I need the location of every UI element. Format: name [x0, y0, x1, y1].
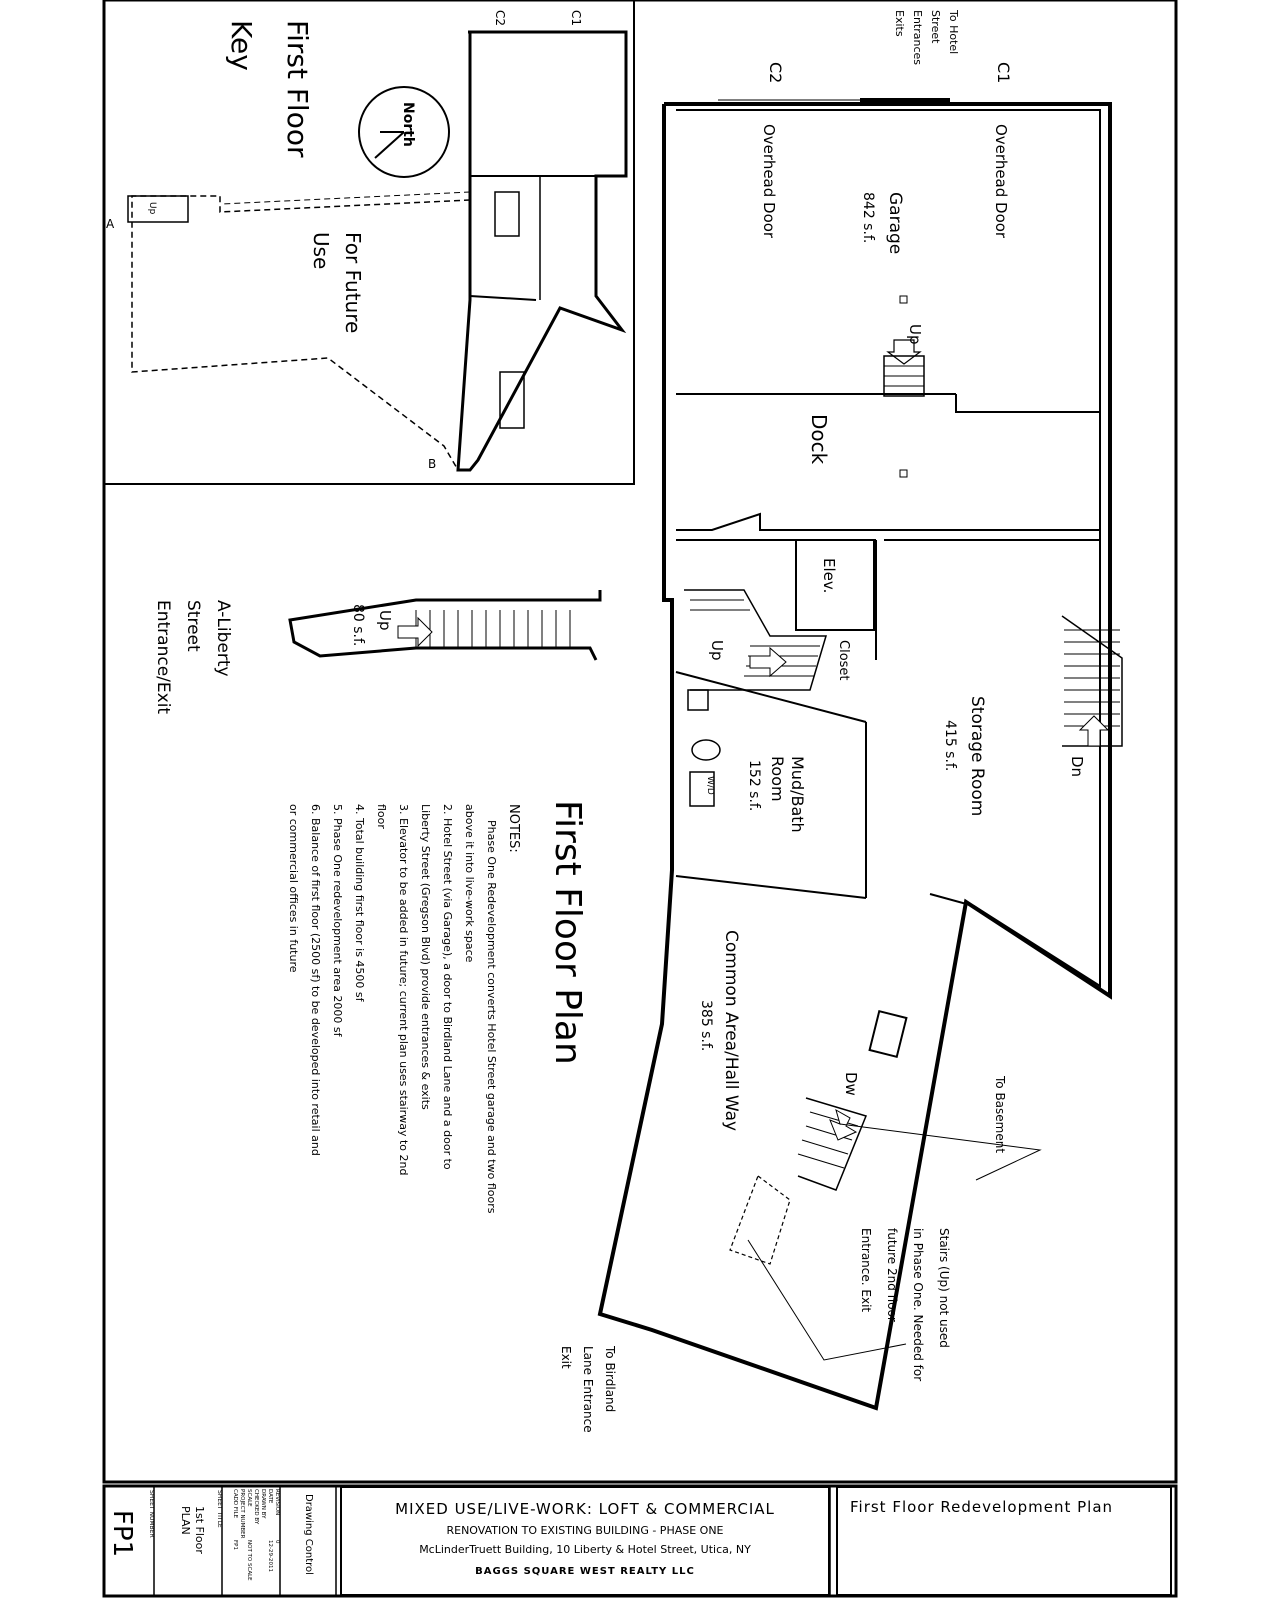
- note-line: 2. Hotel Street (via Garage), a door to Birdland Lane and a door to: [441, 804, 454, 1170]
- control-row: DRAWN BY: [260, 1489, 266, 1519]
- column-marker: [900, 470, 907, 477]
- control-row: CADD FILE: [232, 1489, 238, 1519]
- key-wall: [470, 296, 536, 300]
- key-title: First Floor: [281, 20, 314, 158]
- note-line: above it into live-work space: [463, 804, 476, 963]
- hotel-note-line: Exits: [893, 10, 906, 37]
- plan-column-c1: C1: [994, 62, 1013, 84]
- key-plan-frame: [104, 0, 634, 484]
- sheet-title-2: PLAN: [179, 1506, 192, 1535]
- note-line: floor: [375, 804, 388, 829]
- north-arrow-needle: [375, 132, 404, 158]
- control-row: PROJECT NUMBER: [239, 1489, 245, 1539]
- overhead-door-c2-label: Overhead Door: [760, 124, 778, 239]
- notes-heading: NOTES:: [506, 804, 521, 853]
- note-line: 6. Balance of first floor (2500 sf) to be developed into retail and: [309, 804, 322, 1156]
- control-value: 0: [274, 1540, 280, 1544]
- title-block-plan-title: [836, 1486, 1172, 1596]
- plan-column-c2: C2: [766, 62, 785, 84]
- drawing-control-label: Drawing Control: [303, 1494, 314, 1575]
- entrance-label: [153, 600, 233, 714]
- room-storage-area: 415 s.f.: [942, 720, 958, 772]
- garage-stair: [884, 340, 924, 396]
- key-future-outline: [222, 192, 470, 204]
- project-line-3: McLinderTruett Building, 10 Liberty & Hotel Street, Utica, NY: [419, 1543, 751, 1556]
- stairs-note-line: future 2nd floor: [885, 1228, 899, 1322]
- room-garage-area: 842 s.f.: [860, 192, 876, 244]
- note-line: Phase One Redevelopment converts Hotel Street garage and two floors: [485, 820, 498, 1214]
- main-stair-up-label: Up: [708, 640, 726, 661]
- drawing-control-table: [232, 1489, 280, 1581]
- overhead-door-c1-label: Overhead Door: [992, 124, 1010, 239]
- dock-wall: [676, 514, 1100, 530]
- note-line: Liberty Street (Gregson Blvd) provide entrances & exits: [419, 804, 432, 1110]
- sheet-title-1: 1st Floor: [193, 1506, 206, 1554]
- entrance-area: 80 s.f.: [350, 604, 366, 647]
- key-marker-b: B: [428, 457, 437, 471]
- project-line-1: MIXED USE/LIVE-WORK: LOFT & COMMERCIAL: [395, 1500, 775, 1518]
- note-line: 5. Phase One redevelopment area 2000 sf: [331, 804, 344, 1037]
- note-line: or commercial offices in future: [287, 804, 300, 973]
- unused-stair: [730, 1176, 790, 1264]
- to-basement-note: To Basement: [993, 1076, 1007, 1154]
- key-plan: [104, 0, 634, 484]
- birdland-note-line: Exit: [559, 1346, 573, 1369]
- liberty-entrance-stair: [290, 590, 600, 660]
- hotel-street-note: [893, 9, 960, 65]
- garage-dock-wall: [956, 394, 1100, 412]
- control-row: REVISION: [274, 1489, 280, 1516]
- plan-title: First Floor Redevelopment Plan: [850, 1498, 1114, 1516]
- room-garage: Garage: [885, 192, 905, 255]
- control-row: DATE: [267, 1489, 273, 1504]
- storage-dn-label: Dn: [1068, 756, 1086, 778]
- key-stair: [495, 192, 519, 236]
- key-entrance-stair: [128, 196, 188, 222]
- key-building-outline: [458, 32, 626, 470]
- basement-stair: [798, 1098, 866, 1190]
- key-marker-a: A: [106, 217, 115, 231]
- stairs-note-line: Stairs (Up) not used: [937, 1228, 951, 1348]
- main-floor-plan: [153, 9, 1122, 1433]
- exterior-wall: [600, 104, 1110, 1408]
- column-marker: [900, 296, 907, 303]
- title-block-project: [340, 1486, 830, 1596]
- key-future-outline: [132, 196, 470, 470]
- key-up: Up: [147, 202, 157, 215]
- note-line: 3. Elevator to be added in future; current plan uses stairway to 2nd: [397, 804, 410, 1176]
- control-value: 12-29-2011: [267, 1540, 273, 1572]
- washer-dryer-label: W/D: [705, 776, 715, 795]
- north-label: North: [400, 102, 416, 147]
- main-stair: [684, 590, 826, 690]
- sheet-number-label: SHEET NUMBER: [148, 1490, 155, 1538]
- stairs-note-line: in Phase One. Needed for: [911, 1228, 925, 1382]
- control-row: SCALE: [246, 1489, 252, 1507]
- birdland-note-line: To Birdland: [603, 1346, 617, 1413]
- room-dock: Dock: [807, 414, 831, 465]
- entrance-up-label: Up: [376, 610, 394, 631]
- room-mud-bath-2: Room: [768, 756, 787, 802]
- key-future-use-2: Use: [309, 232, 333, 270]
- birdland-note-line: Lane Entrance: [581, 1346, 595, 1433]
- hotel-note-line: Entrances: [911, 10, 924, 66]
- interior-wall: [676, 876, 866, 898]
- hotel-note-line: Street: [929, 10, 942, 44]
- room-common-area-size: 385 s.f.: [698, 1000, 714, 1052]
- room-elevator: Elev.: [820, 558, 838, 594]
- garage-up-label: Up: [906, 324, 924, 345]
- key-future-use: For Future: [341, 232, 365, 334]
- entrance-label-line: Entrance/Exit: [153, 600, 173, 715]
- sheet-number: FP1: [107, 1510, 137, 1558]
- key-subtitle: Key: [225, 20, 258, 71]
- sheet-title-label: SHEET TITLE: [216, 1490, 223, 1528]
- entrance-label-line: Street: [183, 600, 203, 652]
- stairs-note-line: Entrance. Exit: [859, 1228, 873, 1313]
- room-closet: Closet: [836, 640, 851, 681]
- note-line: 4. Total building first floor is 4500 sf: [353, 804, 366, 1002]
- toilet-fixture: [692, 740, 720, 760]
- entrance-label-line: A-Liberty: [213, 600, 233, 677]
- basement-dw-label: Dw: [842, 1072, 860, 1096]
- project-line-2: RENOVATION TO EXISTING BUILDING - PHASE ONE: [446, 1524, 724, 1537]
- sheet-border: [104, 0, 1176, 1482]
- room-storage: Storage Room: [967, 696, 987, 817]
- sink-fixture: [688, 690, 708, 710]
- common-area-column: [870, 1011, 907, 1057]
- key-column-c2: C2: [493, 10, 507, 27]
- room-common-area: Common Area/Hall Way: [721, 930, 741, 1132]
- room-mud-area: 152 s.f.: [746, 760, 762, 812]
- birdland-note: [559, 1345, 617, 1433]
- notes-title: First Floor Plan: [547, 800, 588, 1065]
- control-row: CHECKED BY: [253, 1489, 259, 1525]
- control-value: NOT TO SCALE: [246, 1540, 252, 1581]
- storage-stair: [1062, 616, 1122, 746]
- room-mud-bath: Mud/Bath: [788, 756, 807, 833]
- firm-name: BAGGS SQUARE WEST REALTY LLC: [475, 1566, 695, 1577]
- control-value: FP1: [232, 1540, 238, 1550]
- key-column-c1: C1: [569, 10, 583, 27]
- hotel-note-line: To Hotel: [947, 10, 960, 55]
- notes-list: [287, 804, 498, 1214]
- leader-line: [840, 1124, 1040, 1180]
